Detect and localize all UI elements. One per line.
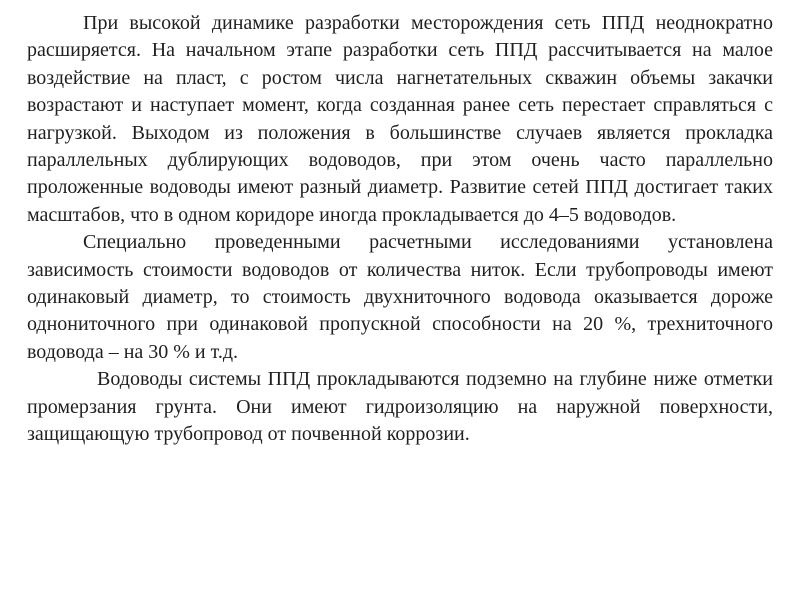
paragraph-network-expansion: При высокой динамике разработки месторождения сеть ППД неоднократно расширяется. На начальном этапе разработки сеть ППД рассчитывается на малое воздействие на пласт, с ростом числа нагнетательных скважин объемы закачки возрастают и наступает момент, когда созданная ранее сеть перестает справляться с нагрузкой. Выходом из положения в большинстве случаев является прокладка параллельных дублирующих водоводов, при этом очень часто параллельно проложенные водоводы имеют разный диаметр. Развитие сетей ППД достигает таких масштабов, что в одном коридоре иногда прокладывается до 4–5 водоводов.	[27, 12, 773, 226]
paragraph-underground-laying: Водоводы системы ППД прокладываются подземно на глубине ниже отметки промерзания грунта. Они имеют гидроизоляцию на наружной поверхности, защищающую трубопровод от почвенной коррозии.	[27, 368, 773, 446]
document-body	[27, 10, 773, 449]
paragraph-pipeline-cost: Специально проведенными расчетными исследованиями установлена зависимость стоимости водоводов от количества ниток. Если трубопроводы имеют одинаковый диаметр, то стоимость двухниточного водовода оказывается дороже однониточного при одинаковой пропускной способности на 20 %, трехниточного водовода – на 30 % и т.д.	[27, 231, 773, 363]
